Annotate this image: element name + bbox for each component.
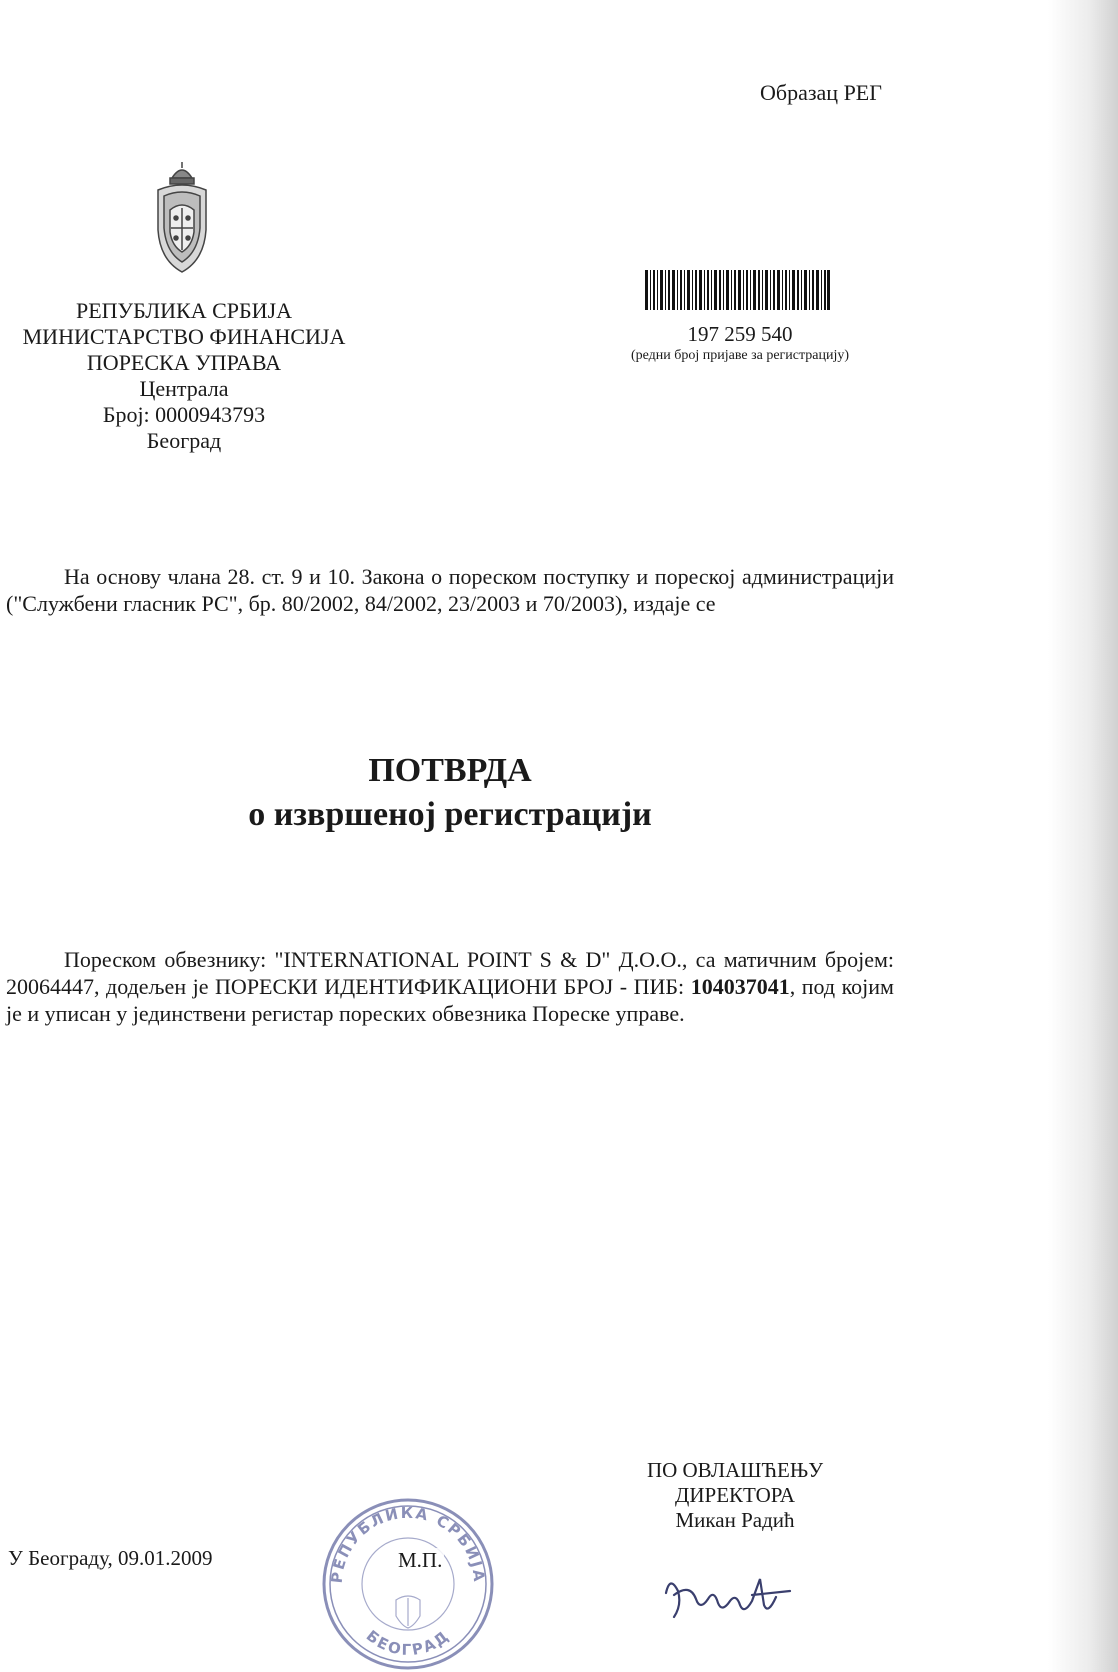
seal-bottom-text: БЕОГРАД [362, 1626, 454, 1659]
signer-title: ДИРЕКТОРА [675, 1483, 795, 1507]
coat-of-arms-icon [148, 160, 216, 280]
main-text-part1: Пореском обвезнику: "INTERNATIONAL POINT S & D" Д.О.О., са матичним бројем: 20064447, додељен је ПОРЕСКИ ИДЕНТИФИКАЦИОНИ БРОЈ - ПИБ: [6, 947, 894, 999]
page-edge-shadow [1048, 0, 1118, 1672]
seal-ring-text: РЕПУБЛИКА СРБИЈА [327, 1503, 489, 1585]
main-text [6, 946, 894, 1027]
signature [660, 1565, 800, 1635]
seal-emblem-icon [396, 1596, 420, 1628]
signer-block [620, 1458, 850, 1533]
issuer-city: Београд [146, 428, 222, 453]
form-label: Образац РЕГ [760, 80, 882, 105]
issuer-country: РЕПУБЛИКА СРБИЈА [76, 298, 292, 323]
issuer-office: Централа [139, 376, 229, 401]
main-text-part2: , под којим је и уписан у јединствени регистар пореских обвезника Пореске управе. [6, 974, 894, 1026]
issuer-doc-number: Број: 0000943793 [102, 402, 266, 427]
issuer-agency: ПОРЕСКА УПРАВА [86, 350, 282, 375]
pib-number: 104037041 [690, 974, 790, 999]
legal-basis-paragraph [6, 563, 894, 617]
place-date: У Београду, 09.01.2009 [8, 1546, 213, 1570]
signer-name: Микан Радић [675, 1508, 795, 1532]
signer-authority: ПО ОВЛАШЋЕЊУ [646, 1458, 824, 1482]
seal-label: М.П. [398, 1548, 443, 1572]
main-paragraph [6, 946, 894, 1027]
official-seal [318, 1488, 498, 1672]
barcode [645, 270, 830, 310]
registration-caption: (редни број пријаве за регистрацију) [630, 348, 850, 363]
issuer-ministry: МИНИСТАРСТВО ФИНАНСИЈА [22, 324, 346, 349]
registration-number: 197 259 540 [687, 322, 793, 346]
document-title: ПОТВРДА [368, 752, 532, 789]
issuer-block [0, 298, 368, 454]
document-subtitle: о извршеној регистрацији [248, 796, 652, 833]
legal-basis-text: На основу члана 28. ст. 9 и 10. Закона о пореском поступку и пореској администрацији ("Службени гласник РС", бр. 80/2002, 84/2002, 23/2003 и 70/2003), издаје се [6, 564, 894, 616]
